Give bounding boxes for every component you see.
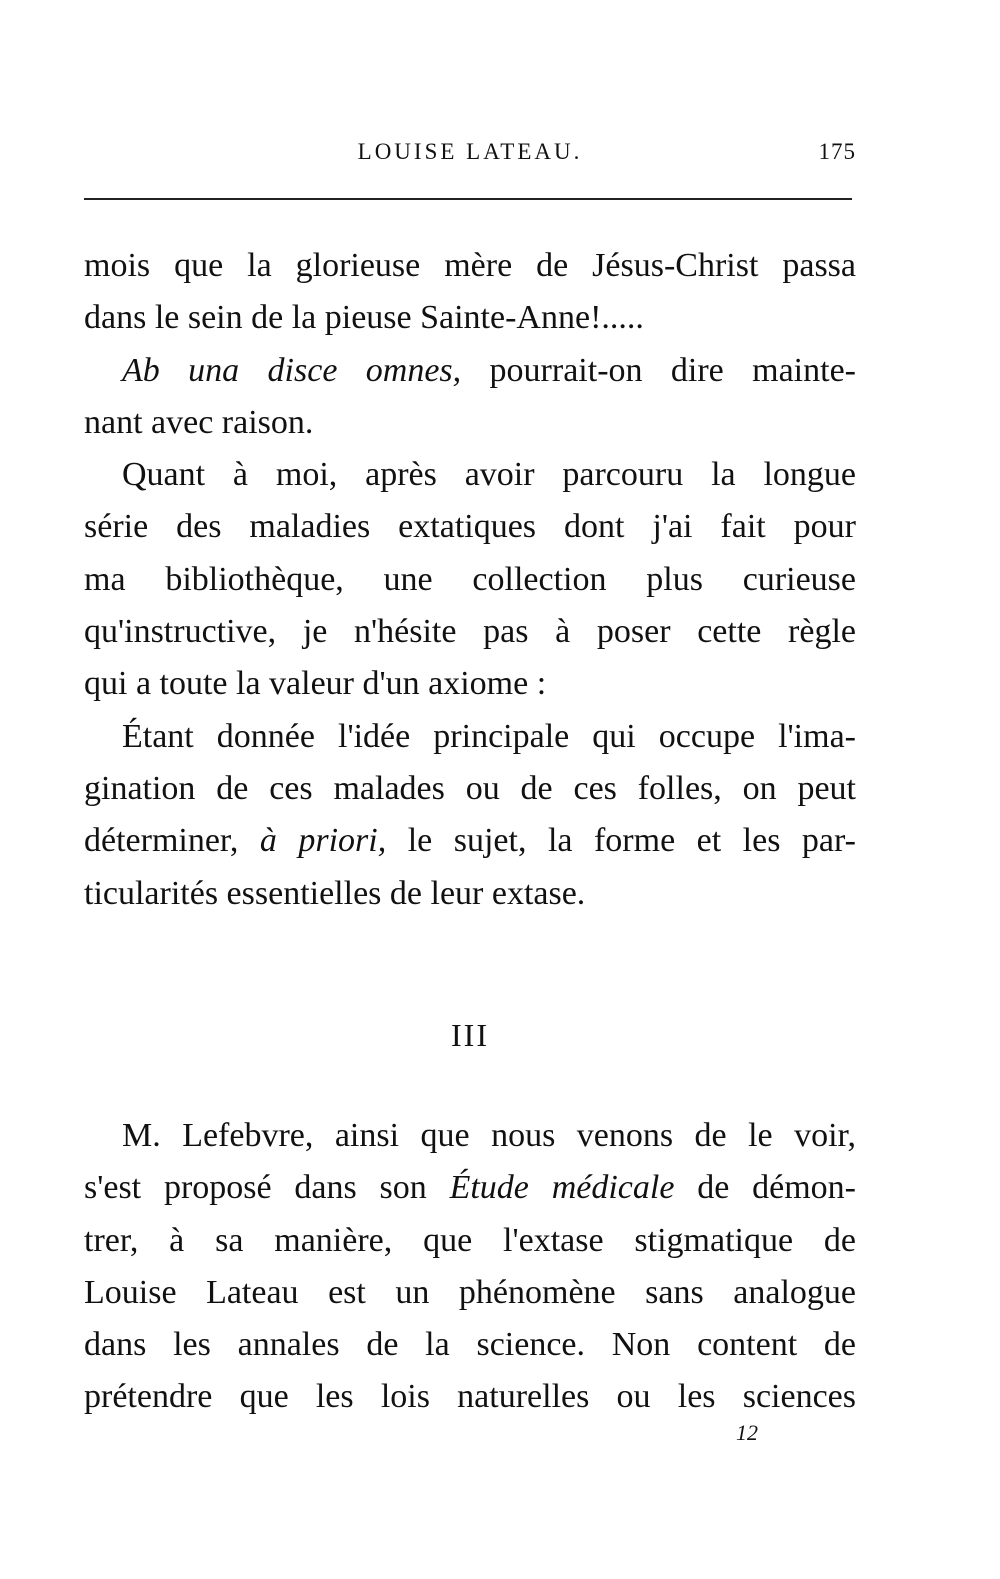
running-title: LOUISE LATEAU. (357, 139, 583, 164)
header-rule (84, 198, 852, 200)
a-priori-after: le sujet, la forme et les par- (386, 822, 856, 860)
text-line: ticularités essentielles de leur extase. (84, 874, 586, 912)
text-line: trer, à sa manière, que l'extase stigmatique de (84, 1221, 856, 1259)
text-line: gination de ces malades ou de ces folles, on peut (84, 769, 856, 807)
text-block-continued (84, 240, 856, 920)
text-line: qu'instructive, je n'hésite pas à poser cette règle (84, 613, 856, 651)
latin-phrase: Ab una disce omnes, (122, 351, 462, 389)
text-line-etude (84, 1162, 856, 1214)
text-line: Quant à moi, après avoir parcouru la longue (122, 456, 856, 494)
text-line: nant avec raison. (84, 403, 314, 441)
text-line-latin (84, 345, 856, 397)
etude-title: Étude médicale (449, 1169, 675, 1207)
running-head (84, 134, 856, 170)
section-heading: III (451, 1017, 489, 1053)
text-line: ma bibliothèque, une collection plus curieuse (84, 560, 856, 598)
text-line: Étant donnée l'idée principale qui occupe l'ima- (122, 717, 856, 755)
latin-rest: pourrait-on dire mainte- (461, 351, 856, 389)
text-line: Louise Lateau est un phénomène sans analogue (84, 1273, 856, 1311)
text-line: dans le sein de la pieuse Sainte-Anne!..... (84, 299, 644, 337)
signature-mark: 12 (736, 1420, 758, 1445)
text-block-section-three (84, 1110, 856, 1424)
page-number: 175 (818, 139, 856, 164)
a-priori-phrase: à priori, (259, 822, 387, 860)
text-line: mois que la glorieuse mère de Jésus-Christ passa (84, 247, 856, 284)
text-line: série des maladies extatiques dont j'ai fait pour (84, 508, 856, 546)
etude-before: s'est proposé dans son (84, 1169, 450, 1207)
text-line: prétendre que les lois naturelles ou les sciences (84, 1378, 856, 1416)
etude-after: de démon- (674, 1169, 856, 1207)
text-line-a-priori (84, 815, 856, 867)
text-line: M. Lefebvre, ainsi que nous venons de le voir, (122, 1117, 856, 1154)
a-priori-before: déterminer, (84, 822, 260, 860)
text-line: qui a toute la valeur d'un axiome : (84, 665, 547, 703)
text-line: dans les annales de la science. Non content de (84, 1326, 856, 1364)
